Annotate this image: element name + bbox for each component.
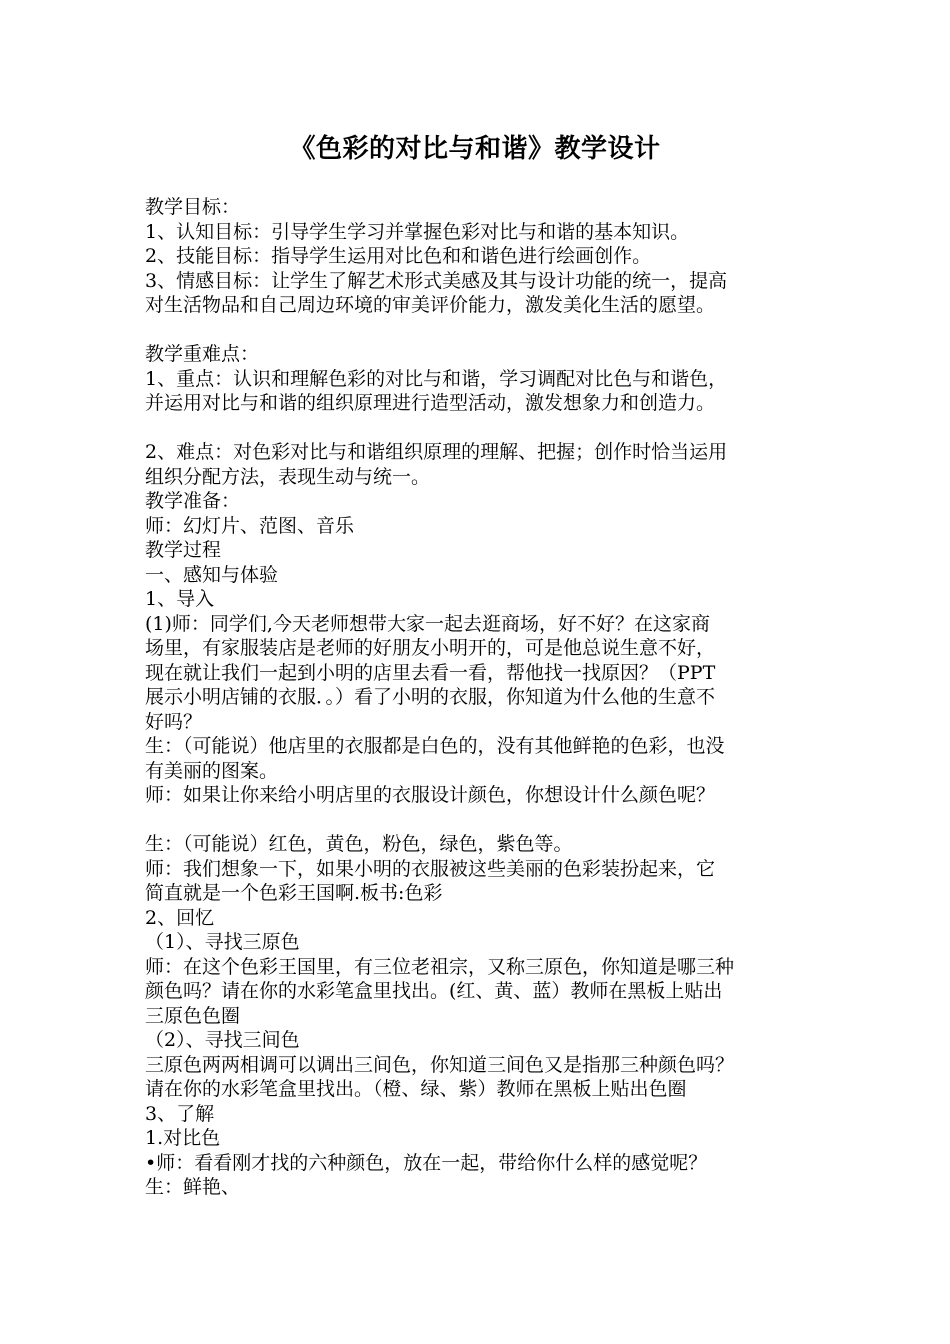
text-line: 有美丽的图案。 — [145, 759, 279, 782]
text-line: 1、认知目标：引导学生学习并掌握色彩对比与和谐的基本知识。 — [145, 220, 690, 243]
text-line: 对生活物品和自己周边环境的审美评价能力，激发美化生活的愿望。 — [145, 294, 716, 316]
text-line: 3、情感目标：让学生了解艺术形式美感及其与设计功能的统一，提高 — [145, 269, 728, 292]
text-line: 1.对比色 — [145, 1127, 221, 1149]
text-line: 请在你的水彩笔盒里找出。（橙、绿、紫）教师在黑板上贴出色圈 — [145, 1078, 687, 1100]
text-line: 教学准备： — [145, 490, 241, 512]
document-body — [145, 195, 835, 1200]
text-line: 颜色吗？请在你的水彩笔盒里找出。(红、黄、蓝）教师在黑板上贴出 — [145, 980, 723, 1002]
blank-line — [145, 318, 835, 343]
text-line: 一、感知与体验 — [145, 563, 279, 586]
text-line: 师：我们想象一下，如果小明的衣服被这些美丽的色彩装扮起来，它 — [145, 857, 716, 880]
text-line: 1、重点：认识和理解色彩的对比与和谐，学习调配对比色与和谐色， — [145, 367, 728, 390]
text-line: 生：（可能说）红色，黄色，粉色，绿色，紫色等。 — [145, 833, 573, 855]
text-line: 现在就让我们一起到小明的店里去看一看，帮他找一找原因？（PPT — [145, 661, 716, 684]
blank-line — [145, 416, 835, 441]
text-line: 2、回忆 — [145, 906, 215, 929]
text-line: 师：幻灯片、范图、音乐 — [145, 514, 355, 537]
text-line: 教学过程 — [145, 539, 222, 561]
document-title: 《色彩的对比与和谐》教学设计 — [289, 134, 661, 164]
text-line: (1)师：同学们,今天老师想带大家一起去逛商场，好不好？在这家商 — [145, 612, 710, 635]
text-line: 生：鲜艳、 — [145, 1176, 241, 1198]
text-line: 3、了解 — [145, 1102, 215, 1125]
text-line: 师：如果让你来给小明店里的衣服设计颜色，你想设计什么颜色呢？ — [145, 784, 716, 806]
text-line: 1、导入 — [145, 588, 215, 610]
text-line: 2、难点：对色彩对比与和谐组织原理的理解、把握；创作时恰当运用 — [145, 441, 728, 463]
text-line: 三原色两两相调可以调出三间色，你知道三间色又是指那三种颜色吗？ — [145, 1053, 735, 1076]
text-line: 展示小明店铺的衣服．。）看了小明的衣服，你知道为什么他的生意不 — [145, 686, 716, 708]
text-line: 生：（可能说）他店里的衣服都是白色的，没有其他鲜艳的色彩，也没 — [145, 735, 725, 757]
text-line: （1）、寻找三原色 — [145, 931, 300, 953]
text-line: 三原色色圈 — [145, 1004, 241, 1027]
blank-line — [145, 808, 835, 833]
text-line: （2）、寻找三间色 — [145, 1029, 300, 1051]
text-line: 师：在这个色彩王国里，有三位老祖宗，又称三原色，你知道是哪三种 — [145, 955, 735, 978]
text-line: 简直就是一个色彩王国啊.板书:色彩 — [145, 882, 443, 904]
text-line: 并运用对比与和谐的组织原理进行造型活动，激发想象力和创造力。 — [145, 392, 716, 414]
text-line: 组织分配方法，表现生动与统一。 — [145, 465, 431, 488]
text-line: 好吗？ — [145, 710, 203, 733]
text-line: •师：看看刚才找的六种颜色，放在一起，带给你什么样的感觉呢？ — [145, 1151, 708, 1174]
text-line: 教学重难点： — [145, 343, 260, 365]
text-line: 教学目标： — [145, 196, 241, 218]
text-line: 场里，有家服装店是老师的好朋友小明开的，可是他总说生意不好， — [145, 637, 716, 659]
text-line: 2、技能目标：指导学生运用对比色和和谐色进行绘画创作。 — [145, 245, 652, 267]
